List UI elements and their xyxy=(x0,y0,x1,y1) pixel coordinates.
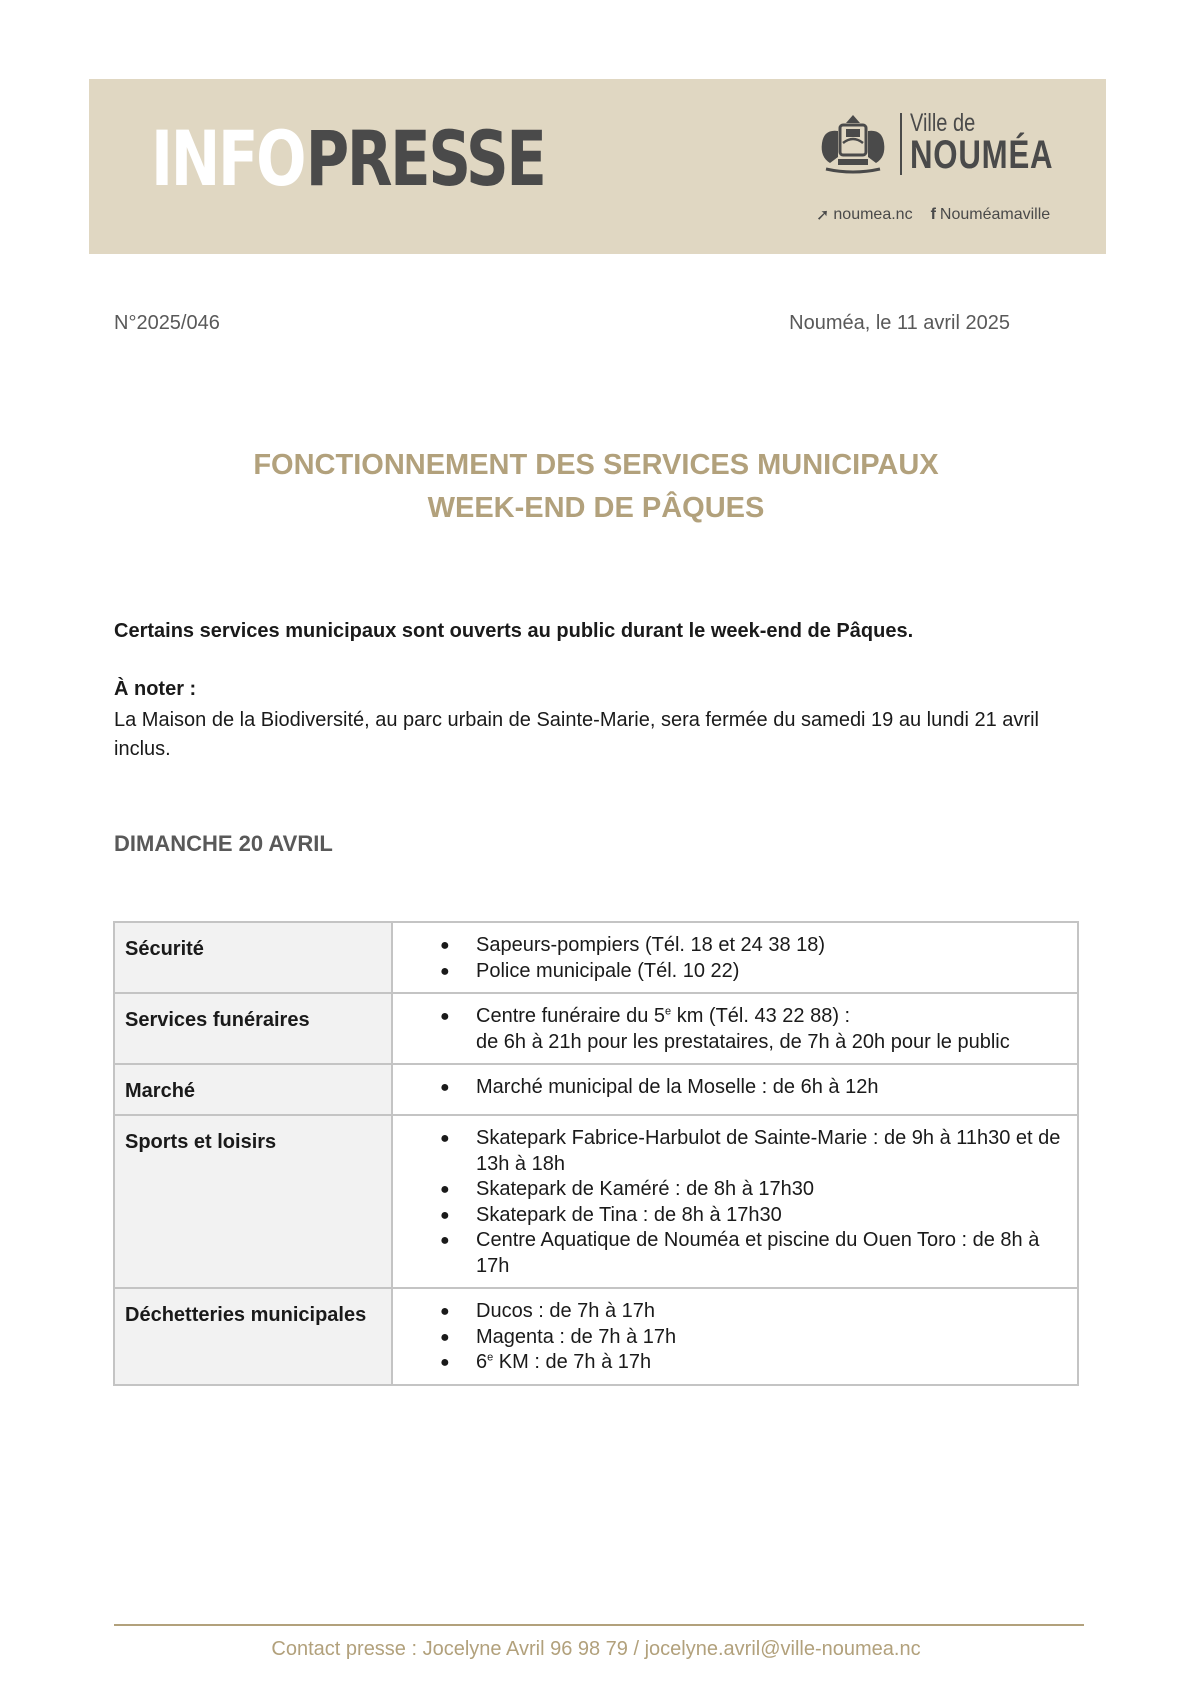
footer-contact: Contact presse : Jocelyne Avril 96 98 79 / jocelyne.avril@ville-noumea.nc xyxy=(271,1638,921,1660)
note-text: La Maison de la Biodiversité, au parc urbain de Sainte-Marie, sera fermée du samedi 19 au lundi 21 avril inclus. xyxy=(114,709,1039,760)
items-cell xyxy=(392,1064,1078,1115)
press-date: Nouméa, le 11 avril 2025 xyxy=(789,312,1010,334)
facebook-icon: f xyxy=(930,206,936,223)
list-item: ● Skatepark de Tina : de 8h à 17h30 xyxy=(393,1203,1065,1229)
items-cell xyxy=(392,1288,1078,1385)
category-cell: Déchetteries municipales xyxy=(114,1288,392,1385)
footer-divider xyxy=(114,1624,1084,1626)
masthead-presse: PRESSE xyxy=(305,114,545,203)
list-item: ● Centre Aquatique de Nouméa et piscine du Ouen Toro : de 8h à 17h xyxy=(393,1228,1065,1279)
note-label: À noter : xyxy=(114,678,197,700)
list-item: ● Magenta : de 7h à 17h xyxy=(393,1325,1065,1351)
press-reference: N°2025/046 xyxy=(114,312,220,334)
logo-links xyxy=(816,205,1050,225)
list-item: ● Centre funéraire du 5e km (Tél. 43 22 88) : de 6h à 21h pour les prestataires, de 7h à 20h pour le public xyxy=(393,1004,1065,1055)
items-cell xyxy=(392,1115,1078,1288)
table-row xyxy=(114,1115,1078,1288)
title-line-1: FONCTIONNEMENT DES SERVICES MUNICIPAUX xyxy=(253,449,939,481)
list-item: ● Skatepark Fabrice-Harbulot de Sainte-Marie : de 9h à 11h30 et de 13h à 18h xyxy=(393,1126,1065,1177)
table-row xyxy=(114,1288,1078,1385)
table-row xyxy=(114,922,1078,993)
arrow-icon: ➚ xyxy=(816,207,830,224)
list-item: ● Ducos : de 7h à 17h xyxy=(393,1299,1065,1325)
items-cell xyxy=(392,993,1078,1064)
logo-site-link[interactable]: noumea.nc xyxy=(833,206,913,223)
category-cell: Services funéraires xyxy=(114,993,392,1064)
masthead-info: INFO xyxy=(151,114,305,203)
header-banner xyxy=(89,79,1106,254)
list-item: ● Marché municipal de la Moselle : de 6h à 12h xyxy=(393,1075,1065,1101)
category-cell: Sports et loisirs xyxy=(114,1115,392,1288)
services-table xyxy=(113,921,1079,1386)
table-row xyxy=(114,1064,1078,1115)
table-row xyxy=(114,993,1078,1064)
list-item: ● 6e KM : de 7h à 17h xyxy=(393,1350,1065,1376)
city-crest-icon xyxy=(816,113,890,177)
list-item: ● Skatepark de Kaméré : de 8h à 17h30 xyxy=(393,1177,1065,1203)
page-title xyxy=(0,444,1192,530)
intro-paragraph: Certains services municipaux sont ouverts au public durant le week-end de Pâques. xyxy=(114,620,914,642)
category-cell: Marché xyxy=(114,1064,392,1115)
list-item: ● Police municipale (Tél. 10 22) xyxy=(393,959,1065,985)
logo-ville-text: Ville de xyxy=(910,109,976,137)
items-cell xyxy=(392,922,1078,993)
list-item: ● Sapeurs-pompiers (Tél. 18 et 24 38 18) xyxy=(393,933,1065,959)
logo-facebook-link[interactable]: Nouméamaville xyxy=(939,206,1051,223)
masthead-title xyxy=(151,114,545,203)
city-logo xyxy=(816,109,1076,229)
title-line-2: WEEK-END DE PÂQUES xyxy=(427,492,765,524)
day-heading: DIMANCHE 20 AVRIL xyxy=(114,831,333,856)
logo-divider xyxy=(900,113,902,175)
category-cell: Sécurité xyxy=(114,922,392,993)
logo-noumea-text: NOUMÉA xyxy=(910,133,1054,177)
